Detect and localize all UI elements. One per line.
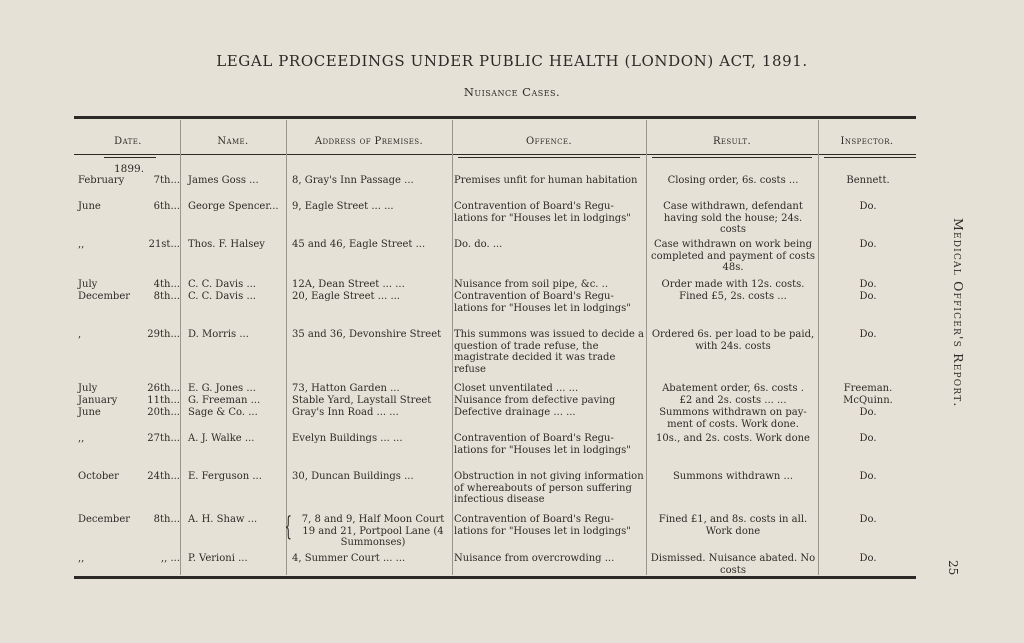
row-result: Closing order, 6s. costs ... [667, 175, 799, 186]
row-month: December [78, 291, 131, 302]
page-number: 25 [946, 560, 960, 576]
row-result: Ordered 6s. per load to be paid, with 24s. costs [651, 329, 815, 352]
row-address: 9, Eagle Street ... ... [292, 201, 394, 212]
header-name: Name. [217, 136, 249, 147]
row-address: 35 and 36, Devonshire Street [292, 329, 442, 340]
row-month: June [78, 407, 101, 418]
row-name: D. Morris ... [188, 329, 249, 340]
row-address: Gray's Inn Road ... ... [292, 407, 399, 418]
row-inspector: Do. [859, 239, 877, 250]
row-inspector: Bennett. [846, 175, 890, 186]
row-inspector: Do. [859, 471, 877, 482]
year-label: 1899. [114, 163, 145, 175]
row-month: July [78, 279, 98, 290]
row-inspector: Do. [859, 553, 877, 564]
row-day: 29th... [147, 329, 180, 340]
header-address: Address of Premises. [314, 136, 424, 147]
header-rule [74, 154, 916, 155]
column-divider [286, 120, 287, 575]
row-inspector: Do. [859, 514, 877, 525]
row-inspector: Do. [859, 279, 877, 290]
row-inspector: Do. [859, 329, 877, 340]
row-day: 24th... [147, 471, 180, 482]
row-address: Evelyn Buildings ... ... [292, 433, 403, 444]
row-offence: Defective drainage ... ... [454, 407, 576, 418]
row-offence: Obstruction in not giving information of whereabouts of person suffering infectious disease [454, 471, 644, 505]
row-day: 6th... [153, 201, 180, 212]
table-top-rule [74, 116, 916, 119]
row-result: Order made with 12s. costs. [661, 279, 805, 290]
row-month: July [78, 383, 98, 394]
row-name: C. C. Davis ... [188, 291, 256, 302]
row-offence: Contravention of Board's Regulations for "Houses let in lodgings" [454, 514, 631, 537]
row-result: Fined £1, and 8s. costs in all. Work done [658, 514, 808, 537]
row-address: 12A, Dean Street ... ... [292, 279, 405, 290]
row-month: , [78, 329, 82, 340]
row-offence: Nuisance from soil pipe, &c. .. [454, 279, 609, 290]
row-name: A. H. Shaw ... [188, 514, 258, 525]
row-offence: Nuisance from overcrowding ... [454, 553, 615, 564]
row-name: G. Freeman ... [188, 395, 261, 406]
row-name: C. C. Davis ... [188, 279, 256, 290]
row-day: 27th... [147, 433, 180, 444]
row-result: 10s., and 2s. costs. Work done [656, 433, 810, 444]
row-result: Abatement order, 6s. costs . [662, 383, 804, 394]
row-month: February [78, 175, 125, 186]
row-offence: Closet unventilated ... ... [454, 383, 579, 394]
row-address: 45 and 46, Eagle Street ... [292, 239, 426, 250]
column-divider [646, 120, 647, 575]
table-bottom-rule [74, 576, 916, 579]
row-address: 73, Hatton Garden ... [292, 383, 400, 394]
header-offence: Offence. [526, 136, 572, 147]
result-rule [652, 157, 812, 158]
row-name: A. J. Walke ... [188, 433, 255, 444]
running-head: Medical Officer's Report. [951, 218, 966, 408]
row-month: ,, [78, 239, 85, 250]
row-day: 11th... [147, 395, 180, 406]
header-inspector: Inspector. [840, 136, 894, 147]
header-date: Date. [114, 136, 142, 147]
row-result: Case withdrawn, defendant having sold the house; 24s. costs [663, 201, 803, 235]
row-inspector: Freeman. [843, 383, 893, 394]
row-offence: Do. do. ... [454, 239, 503, 250]
row-name: P. Verioni ... [188, 553, 248, 564]
row-address: 30, Duncan Buildings ... [292, 471, 414, 482]
row-offence: Contravention of Board's Regulations for "Houses let in lodgings" [454, 433, 631, 456]
row-name: E. Ferguson ... [188, 471, 262, 482]
row-month: ,, [78, 433, 85, 444]
row-inspector: Do. [859, 407, 877, 418]
row-month: January [78, 395, 118, 406]
brace-mark: { [284, 512, 292, 542]
row-name: Sage & Co. ... [188, 407, 258, 418]
row-offence: This summons was issued to decide a question of trade refuse, the magistrate decided it was trade refuse [454, 329, 644, 375]
row-result: £2 and 2s. costs ... ... [679, 395, 787, 406]
row-day: 8th... [153, 514, 180, 525]
row-name: E. G. Jones ... [188, 383, 256, 394]
row-result: Case withdrawn on work being completed and payment of costs 48s. [651, 239, 815, 273]
row-name: James Goss ... [188, 175, 259, 186]
row-inspector: McQuinn. [843, 395, 893, 406]
row-result: Summons withdrawn ... [672, 471, 794, 482]
row-inspector: Do. [859, 201, 877, 212]
row-month: December [78, 514, 131, 525]
row-day: 20th... [147, 407, 180, 418]
row-address: 20, Eagle Street ... ... [292, 291, 400, 302]
offence-rule [458, 157, 640, 158]
column-divider [452, 120, 453, 575]
row-month: June [78, 201, 101, 212]
row-name: Thos. F. Halsey [188, 239, 265, 250]
row-day: 26th... [147, 383, 180, 394]
row-address: 4, Summer Court ... ... [292, 553, 406, 564]
column-divider [180, 120, 181, 575]
row-offence: Contravention of Board's Regulations for "Houses let in lodgings" [454, 291, 631, 314]
row-name: George Spencer... [188, 201, 279, 212]
inspector-rule [824, 157, 916, 158]
page-title: LEGAL PROCEEDINGS UNDER PUBLIC HEALTH (LONDON) ACT, 1891. [216, 52, 808, 70]
row-day: 4th... [153, 279, 180, 290]
row-inspector: Do. [859, 291, 877, 302]
row-offence: Contravention of Board's Regulations for "Houses let in lodgings" [454, 201, 631, 224]
column-divider [818, 120, 819, 575]
page-subtitle: Nuisance Cases. [463, 85, 561, 99]
row-month: ,, [78, 553, 85, 564]
row-month: October [78, 471, 119, 482]
row-result: Summons withdrawn on payment of costs. Work done. [659, 407, 807, 430]
header-result: Result. [712, 136, 752, 147]
row-address: 8, Gray's Inn Passage ... [292, 175, 414, 186]
row-day: 7th... [153, 175, 180, 186]
row-day: 8th... [153, 291, 180, 302]
row-result: Fined £5, 2s. costs ... [679, 291, 787, 302]
row-day: ,, ... [160, 553, 180, 564]
row-offence: Premises unfit for human habitation [454, 175, 638, 186]
row-day: 21st... [148, 239, 180, 250]
row-offence: Nuisance from defective paving [454, 395, 616, 406]
row-inspector: Do. [859, 433, 877, 444]
row-address: 7, 8 and 9, Half Moon Court 19 and 21, Portpool Lane (4 Summonses) [301, 514, 445, 548]
year-rule [104, 157, 156, 158]
row-result: Dismissed. Nuisance abated. No costs [650, 553, 816, 576]
row-address: Stable Yard, Laystall Street [292, 395, 432, 406]
